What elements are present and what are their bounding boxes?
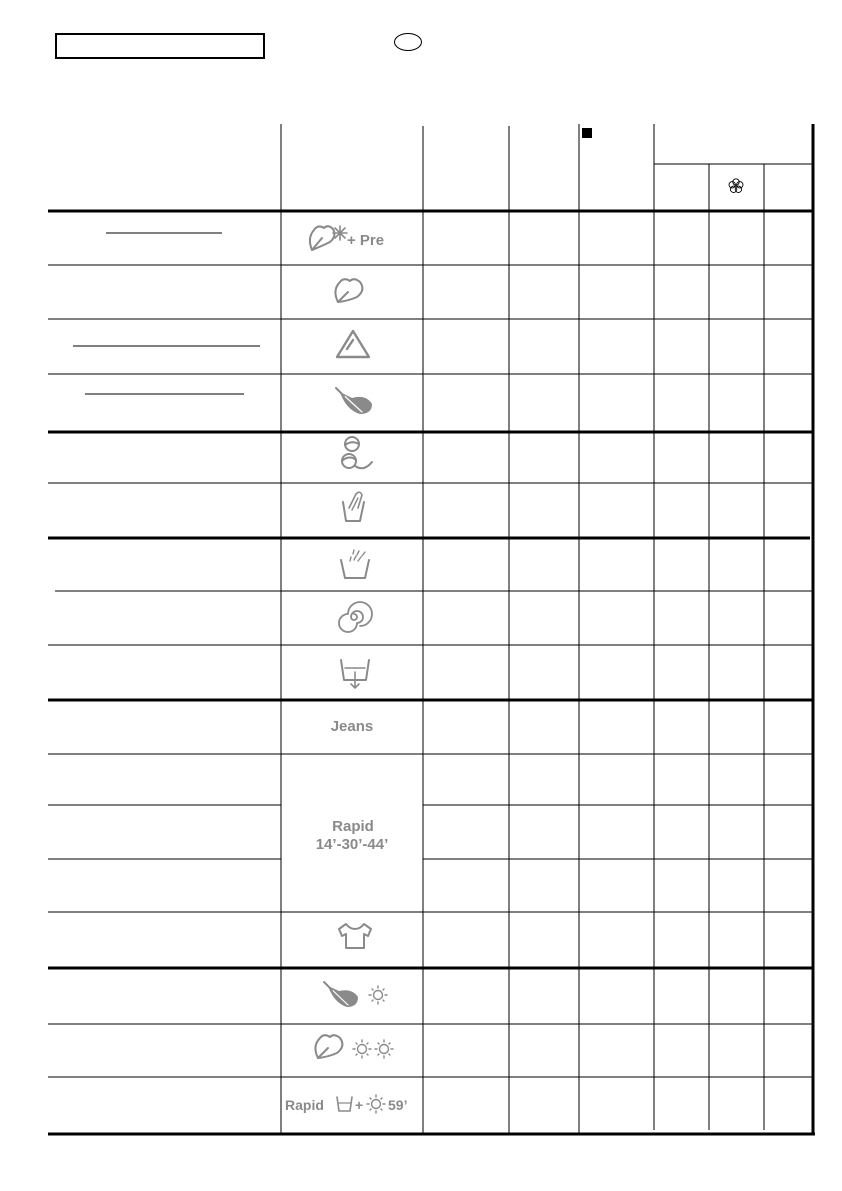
rapid-dry-prefix: Rapid bbox=[285, 1097, 324, 1113]
rapid-label-line1: Rapid bbox=[332, 818, 374, 835]
square-marker-icon bbox=[582, 128, 592, 138]
jeans-label: Jeans bbox=[330, 718, 374, 735]
shirt-icon bbox=[339, 924, 371, 948]
spin-icon bbox=[339, 602, 372, 632]
flower-icon bbox=[729, 179, 743, 193]
rinse-icon bbox=[341, 550, 369, 578]
blank-underlines bbox=[73, 233, 260, 394]
drain-icon bbox=[341, 660, 369, 688]
rapid-dry-plus: + bbox=[355, 1097, 364, 1113]
cotton-prewash-icon bbox=[310, 226, 347, 250]
cotton-dry-icon bbox=[315, 1035, 393, 1058]
wool-icon bbox=[342, 437, 372, 468]
rapid-dry-time: 59’ bbox=[388, 1097, 408, 1113]
rapid-label-line2: 14’-30’-44’ bbox=[315, 836, 389, 853]
prewash-label: + Pre bbox=[347, 232, 385, 249]
row-lines bbox=[48, 211, 815, 1134]
synthetic-icon bbox=[337, 331, 369, 357]
hand-wash-icon bbox=[343, 492, 364, 521]
cotton-icon bbox=[335, 279, 362, 302]
column-lines bbox=[281, 124, 812, 1133]
delicate-dry-icon bbox=[324, 982, 387, 1007]
delicate-feather-icon bbox=[336, 388, 372, 414]
